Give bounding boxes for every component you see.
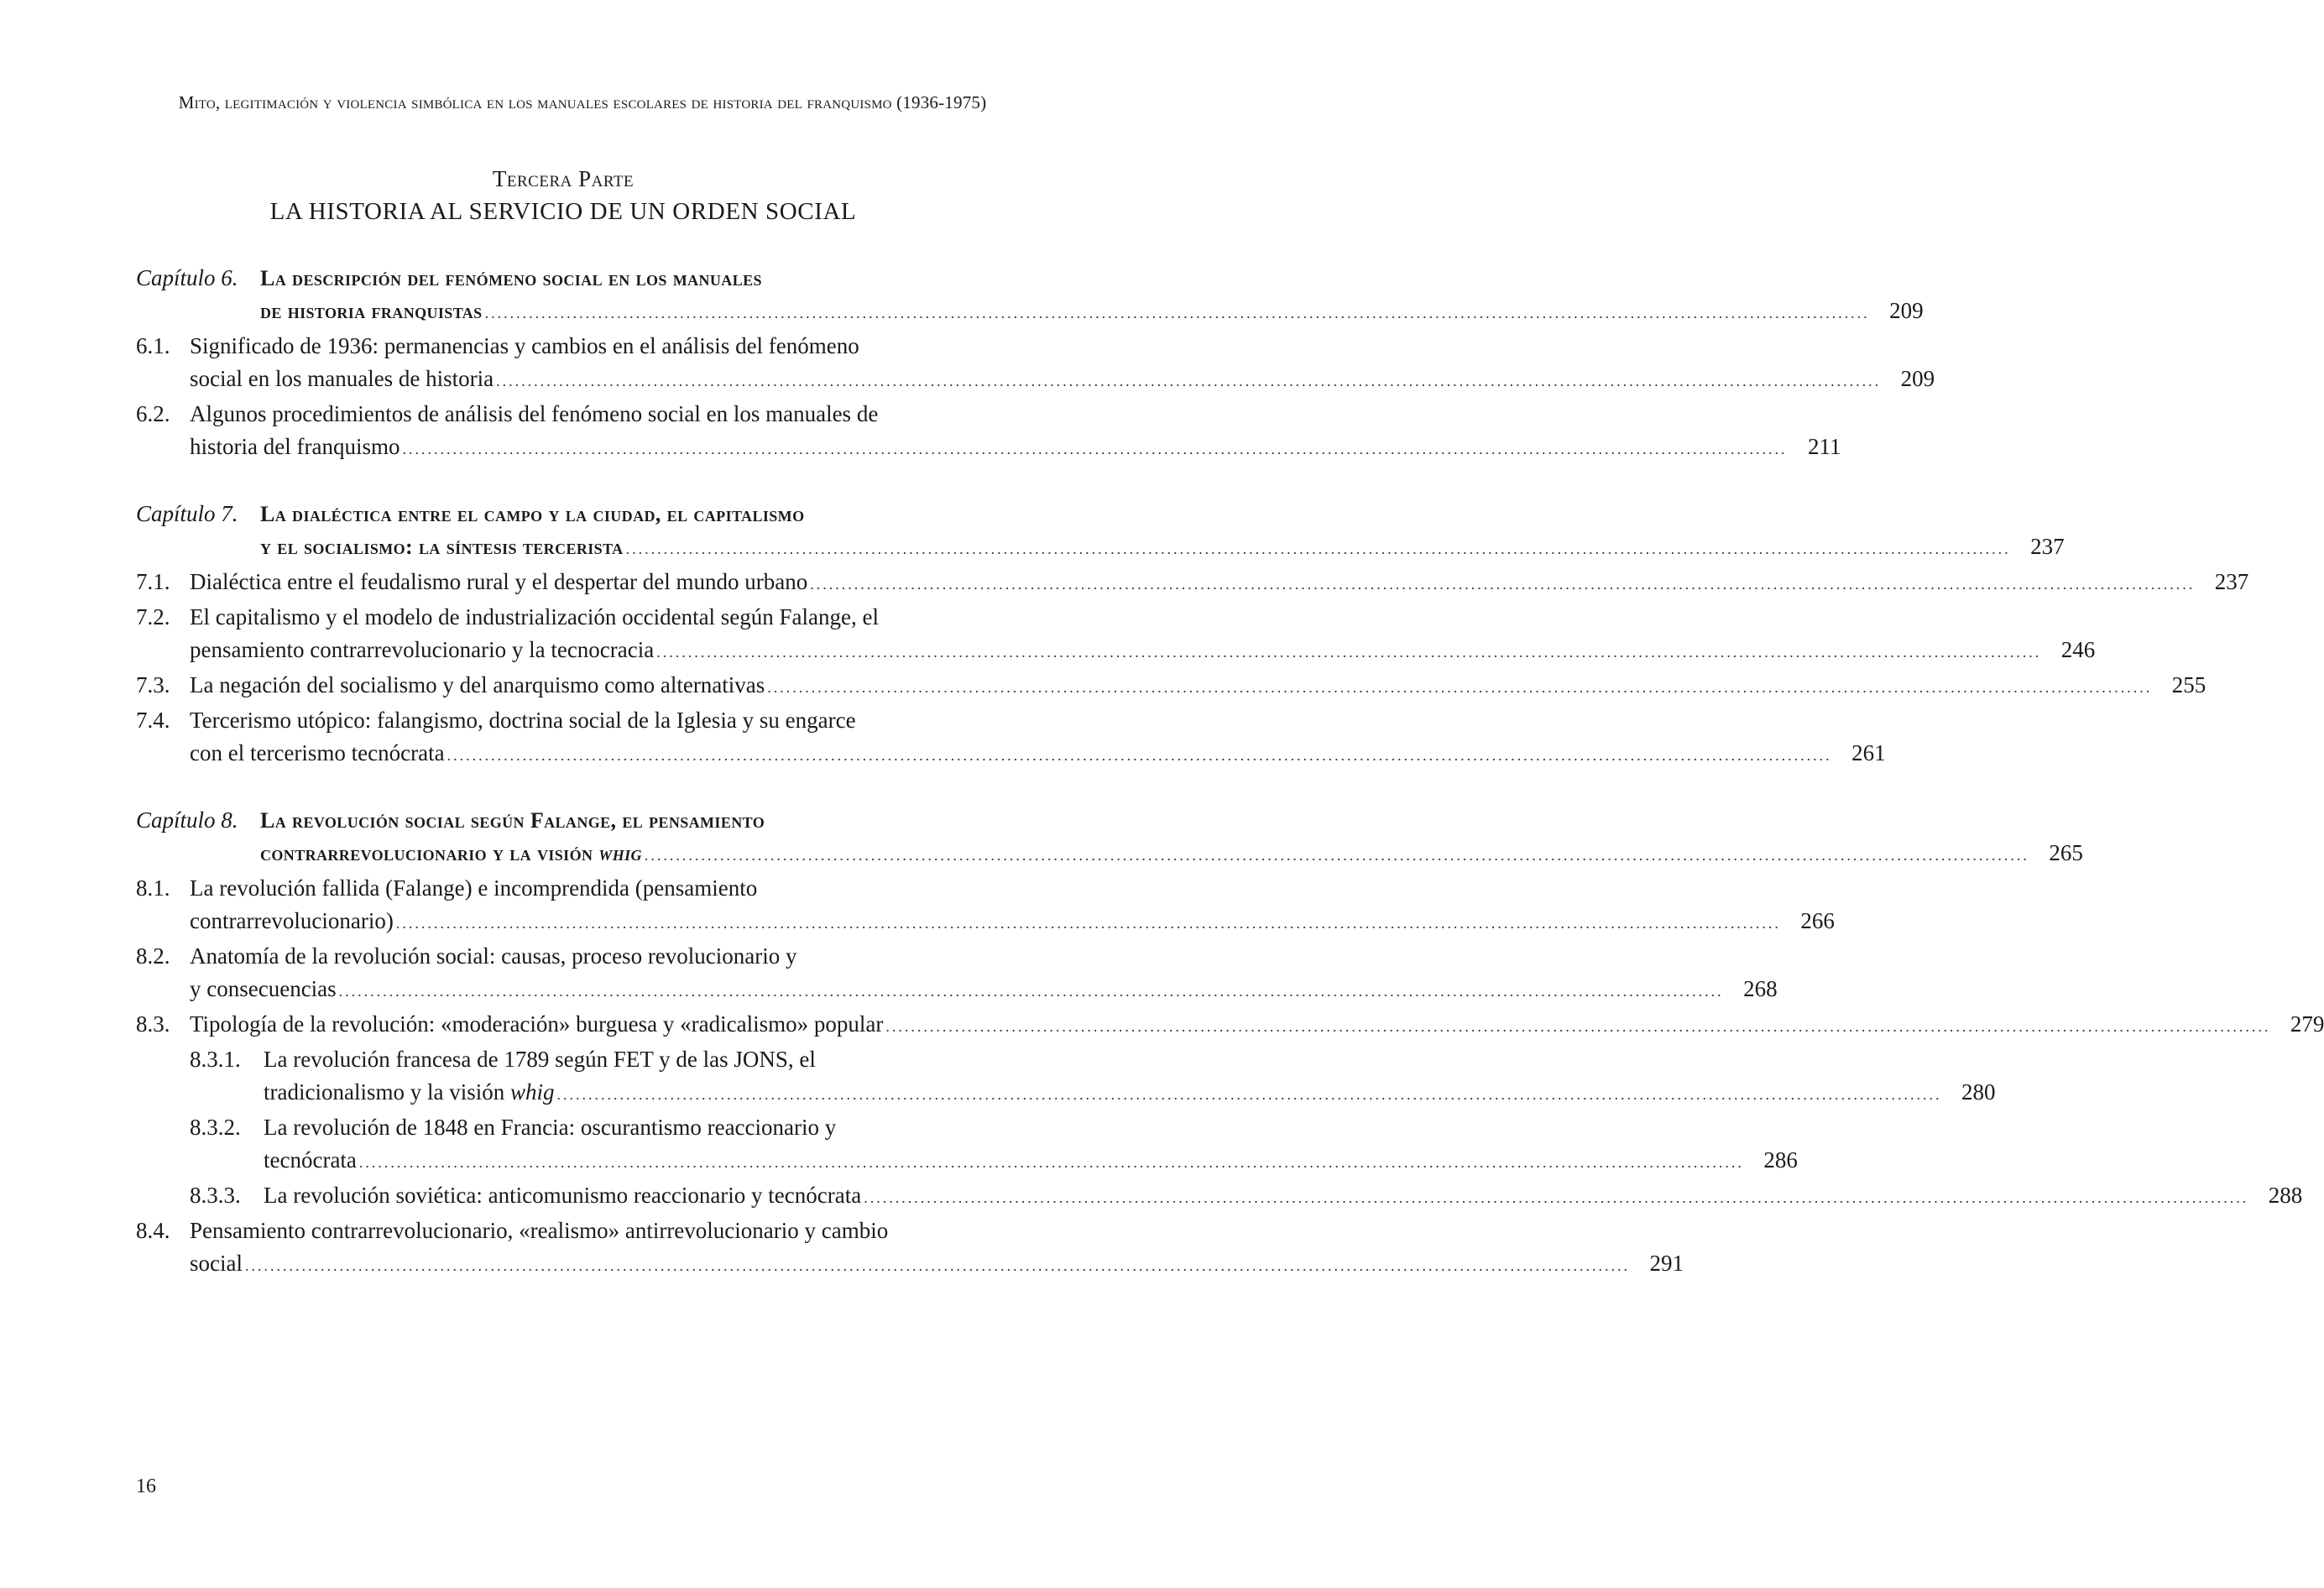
toc-entry (136, 872, 1835, 940)
toc-subentry (136, 1111, 1798, 1179)
chapter-title-line2: y el socialismo: la síntesis tercerista (260, 535, 624, 559)
running-head: Mito, legitimación y violencia simbólica en los manuales escolares de historia del franquismo (1936-1975) (178, 92, 987, 112)
section-number: 8.1. (136, 875, 170, 901)
dot-leader: ............................................................................................................................................................................................................................ (496, 373, 1882, 389)
page-number: 288 (2268, 1183, 2303, 1208)
page-number: 237 (2214, 569, 2249, 594)
dot-leader: ............................................................................................................................................................................................................................ (484, 305, 1870, 321)
toc-entry (136, 669, 2206, 704)
dot-leader: ............................................................................................................................................................................................................................ (395, 915, 1781, 932)
toc-entry (136, 940, 1778, 1008)
page-number: 291 (1649, 1251, 1684, 1276)
chapter-label: Capítulo 6. (136, 265, 238, 290)
section-number: 6.1. (136, 333, 170, 358)
entry-italic: whig (509, 1079, 555, 1105)
page-number: 279 (2290, 1011, 2324, 1037)
entry-line1: Significado de 1936: permanencias y cambios en el análisis del fenómeno (190, 333, 859, 358)
dot-leader: ............................................................................................................................................................................................................................ (447, 747, 1832, 764)
entry-line1: La revolución francesa de 1789 según FET y de las JONS, el (264, 1047, 816, 1072)
chapter-heading (136, 262, 1924, 330)
entry-line2: con el tercerismo tecnócrata (190, 740, 445, 765)
chapter-6 (136, 262, 1935, 466)
page-number: 265 (2049, 840, 2083, 865)
entry-line1: La revolución fallida (Falange) e incomprendida (pensamiento (190, 875, 758, 901)
toc-entry (136, 704, 1886, 772)
toc-entry (136, 566, 2249, 601)
entry-line1: Tercerismo utópico: falangismo, doctrina social de la Iglesia y su engarce (190, 708, 856, 733)
dot-leader: ............................................................................................................................................................................................................................ (338, 983, 1724, 1000)
chapter-heading (136, 498, 2065, 566)
entry-line2: contrarrevolucionario) (190, 908, 394, 933)
chapter-8 (136, 804, 2324, 1282)
dot-leader: ............................................................................................................................................................................................................................ (244, 1257, 1630, 1274)
entry-line1: La revolución soviética: anticomunismo reaccionario y tecnócrata (264, 1183, 862, 1208)
toc-entry (136, 601, 2096, 669)
dot-leader: ............................................................................................................................................................................................................................ (810, 576, 2196, 593)
section-number: 7.4. (136, 708, 170, 733)
entry-line2-text: tradicionalismo y la visión (264, 1079, 510, 1105)
entry-line1: Dialéctica entre el feudalismo rural y el despertar del mundo urbano (190, 569, 808, 594)
chapter-label: Capítulo 7. (136, 501, 238, 526)
dot-leader: ............................................................................................................................................................................................................................ (625, 541, 2011, 557)
chapter-title-line1: La dialéctica entre el campo y la ciudad, el capitalismo (260, 502, 805, 526)
chapter-title-line1: La revolución social según Falange, el pensamiento (260, 808, 765, 833)
toc-entry (136, 1215, 1684, 1282)
dot-leader: ............................................................................................................................................................................................................................ (358, 1154, 1744, 1171)
entry-line2: historia del franquismo (190, 434, 400, 459)
page-number: 211 (1807, 434, 1841, 459)
dot-leader: ............................................................................................................................................................................................................................ (864, 1189, 2249, 1206)
section-number: 7.3. (136, 672, 170, 697)
section-number: 6.2. (136, 401, 170, 426)
page-number: 266 (1800, 908, 1835, 933)
entry-line1: La revolución de 1848 en Francia: oscurantismo reaccionario y (264, 1115, 837, 1140)
toc-subentry (136, 1179, 2303, 1215)
chapter-label: Capítulo 8. (136, 807, 238, 833)
toc-entry (136, 1008, 2324, 1043)
entry-line1: El capitalismo y el modelo de industrialización occidental según Falange, el (190, 604, 879, 629)
page-number: 246 (2060, 637, 2096, 662)
part-label: Tercera Parte (492, 166, 635, 191)
dot-leader: ............................................................................................................................................................................................................................ (656, 644, 2042, 661)
section-number: 7.2. (136, 604, 170, 629)
page-folio: 16 (136, 1476, 156, 1497)
chapter-heading (136, 804, 2083, 872)
part-title: LA HISTORIA AL SERVICIO DE UN ORDEN SOCIAL (269, 198, 857, 225)
section-number: 8.3. (136, 1011, 170, 1037)
section-number: 8.4. (136, 1218, 170, 1243)
entry-line2: social en los manuales de historia (190, 366, 494, 391)
entry-line2: tecnócrata (264, 1147, 357, 1173)
entry-line2 (264, 1076, 554, 1109)
dot-leader: ............................................................................................................................................................................................................................ (644, 847, 2029, 864)
entry-line1: Algunos procedimientos de análisis del fenómeno social en los manuales de (190, 401, 879, 426)
chapter-title-line2: de historia franquistas (260, 299, 483, 323)
entry-line1: La negación del socialismo y del anarquismo como alternativas (190, 672, 765, 697)
chapter-title-line2 (260, 837, 642, 870)
section-number: 8.2. (136, 943, 170, 969)
chapter-title-line1: La descripción del fenómeno social en los manuales (260, 266, 762, 290)
subsection-number: 8.3.3. (190, 1183, 241, 1208)
dot-leader: ............................................................................................................................................................................................................................ (767, 679, 2153, 696)
entry-line1: Tipología de la revolución: «moderación» burguesa y «radicalismo» popular (190, 1011, 884, 1037)
dot-leader: ............................................................................................................................................................................................................................ (556, 1086, 1942, 1103)
toc-entry (136, 330, 1935, 398)
section-number: 7.1. (136, 569, 170, 594)
entry-line1: Anatomía de la revolución social: causas, proceso revolucionario y (190, 943, 797, 969)
subsection-number: 8.3.2. (190, 1115, 241, 1140)
subsection-number: 8.3.1. (190, 1047, 241, 1072)
page-number: 286 (1763, 1147, 1798, 1173)
chapter-title-italic: whig (598, 841, 642, 865)
chapter-7 (136, 498, 2249, 772)
toc-entry (136, 398, 1841, 466)
toc-subentry (136, 1043, 1996, 1111)
page-number: 280 (1961, 1079, 1996, 1105)
page-number: 268 (1743, 976, 1778, 1001)
page-number: 209 (1889, 298, 1924, 323)
dot-leader: ............................................................................................................................................................................................................................ (402, 441, 1788, 457)
page-number: 255 (2171, 672, 2206, 697)
entry-line1: Pensamiento contrarrevolucionario, «realismo» antirrevolucionario y cambio (190, 1218, 889, 1243)
page-number: 209 (1900, 366, 1935, 391)
page-number: 261 (1851, 740, 1886, 765)
dot-leader: ............................................................................................................................................................................................................................ (885, 1018, 2271, 1035)
entry-line2: social (190, 1251, 243, 1276)
chapter-title-line2-text: contrarrevolucionario y la visión (260, 841, 599, 865)
entry-line2: pensamiento contrarrevolucionario y la tecnocracia (190, 637, 655, 662)
page-number: 237 (2030, 534, 2065, 559)
table-of-contents (136, 262, 2324, 1314)
entry-line2: y consecuencias (190, 976, 337, 1001)
